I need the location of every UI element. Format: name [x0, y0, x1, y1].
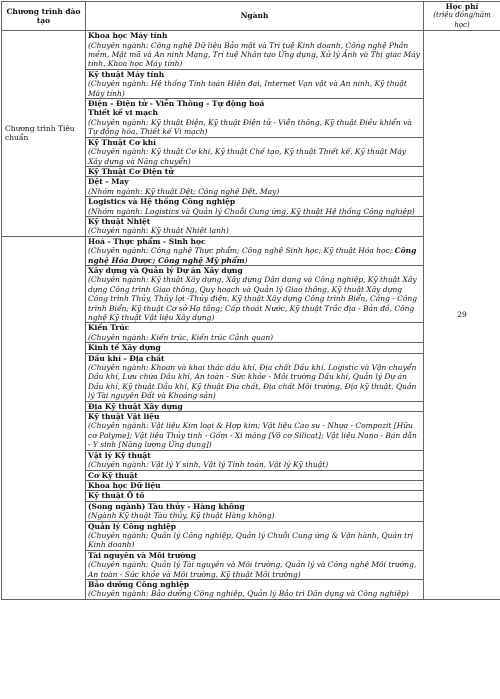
major-name: Kỹ thuật Vật liệu [88, 412, 160, 422]
major-desc: (Nhóm ngành: Logistics và Quản lý Chuỗi Cung ứng, Kỹ thuật Hệ thống Công nghiệp) [88, 206, 415, 216]
major-name: Kiến Trúc [88, 323, 130, 333]
major-desc: (Chuyên ngành: Kiến trúc, Kiến trúc Cảnh quan) [88, 332, 274, 342]
major-cell [86, 550, 424, 579]
major-desc-highlight: Công nghệ Hóa Dược; Công nghệ Mỹ phẩm [88, 246, 417, 265]
major-name: Xây dựng và Quản lý Dự án Xây dựng [88, 265, 243, 275]
major-desc: (Chuyên ngành: Quản lý Công nghiệp, Quản lý Chuỗi Cung ứng & Vận hành, Quản trị Kinh doanh) [88, 530, 414, 550]
major-name: Điện - Điện tử - Viễn Thông - Tự động hoá [88, 99, 265, 109]
major-desc: (Chuyên ngành: Kỹ thuật Cơ khí, Kỹ thuật Chế tạo, Kỹ thuật Thiết kế, Kỹ thuật Máy Xây dựng và Nâng chuyển) [88, 147, 407, 166]
major-desc: (Chuyên ngành: Khoan và khai thác dầu khí, Địa chất Dầu khí, Logistic và Vận chuyển Dầu khí, Lưu chứa Dầu khí, An toàn - Sức khỏe - Môi trường Dầu khí, Quản lý Dự án Dầu khí, Kỹ thuật Dầu khí, Kỹ thuật Địa chất, Địa chất Môi trường, Địa kỹ thuật, Quản lý Tài nguyên Đất và Khoáng sản) [88, 363, 417, 401]
major-name: Quản lý Công nghiệp [88, 521, 177, 531]
major-name: (Song ngành) Tàu thủy - Hàng không [88, 501, 245, 511]
major-name: Kỹ thuật Máy tính [88, 69, 165, 79]
major-desc: (Chuyên ngành: Quản lý Tài nguyên và Môi trường, Quản lý và Công nghệ Môi trường, An toàn - Sức khỏe và Môi trường, Kỹ thuật Môi trường) [88, 560, 417, 579]
major-name: Bảo dưỡng Công nghiệp [88, 579, 190, 589]
major-cell [86, 99, 424, 138]
major-cell [86, 579, 424, 599]
program-cell: Chương trình Tiêu chuẩn [2, 31, 86, 237]
major-cell [86, 177, 424, 197]
major-desc: (Chuyên ngành: Kỹ thuật Điện, Kỹ thuật Điện tử - Viễn thông, Kỹ thuật Điều khiển và Tự động hóa, Thiết kế Vi mạch) [88, 117, 412, 137]
major-name: Khoa học Dữ liệu [88, 480, 161, 490]
major-name: Vật lý Kỹ thuật [88, 450, 151, 460]
major-desc: (Nhóm ngành: Kỹ thuật Dệt; Công nghệ Dệt, May) [88, 186, 280, 196]
major-cell [86, 501, 424, 521]
major-desc: (Chuyên ngành: Kỹ thuật Nhiệt lạnh) [88, 226, 229, 236]
major-cell [86, 265, 424, 322]
major-cell [86, 166, 424, 176]
major-desc: (Chuyên ngành: Kỹ thuật Xây dựng, Xây dựng Dân dụng và Công nghiệp, Kỹ thuật Xây dựng Công trình Giao thông, Quy hoạch và Quản lý Giao thông, Kỹ thuật Xây dựng Công trình Thủy, Thủy lợi -Thủy điện, Kỹ thuật Xây dựng Công trình Biển, Cảng - Công trình Biển; Kỹ thuật Cơ sở Hạ tầng; Cấp thoát Nước, Kỹ thuật Trắc địa - Bản đồ, Công nghệ Kỹ thuật Vật liệu Xây dựng) [88, 275, 418, 322]
fee-cell: 29 [424, 31, 500, 600]
header-major: Ngành [86, 2, 424, 31]
major-cell [86, 521, 424, 550]
major-cell [86, 216, 424, 236]
major-name: Hoá - Thực phẩm - Sinh học [88, 236, 206, 246]
major-cell [86, 401, 424, 411]
major-desc: (Chuyên ngành: Hệ thống Tính toán Hiện đại, Internet Vạn vật và An ninh, Kỹ thuật Máy tính) [88, 79, 407, 98]
major-desc: (Chuyên ngành: Bảo dưỡng Công nghiệp, Quản lý Bảo trì Dân dụng và Công nghiệp) [88, 589, 409, 599]
major-cell [86, 31, 424, 70]
major-cell [86, 69, 424, 98]
major-cell [86, 343, 424, 353]
major-cell [86, 197, 424, 217]
header-program: Chương trình đào tạo [2, 2, 86, 31]
major-desc: (Chuyên ngành: Công nghệ Dữ liệu Bảo mật và Trí tuệ Kinh doanh, Công nghệ Phần mềm, Mật mã và An ninh Mạng, Trí tuệ Nhân tạo Ứng dụng, Xử lý Ảnh và Thị giác Máy tính, Khoa học Máy tính) [88, 40, 420, 69]
major-desc-part: (Chuyên ngành: Công nghệ Thực phẩm; Công nghệ Sinh học; Kỹ thuật Hóa học; [88, 246, 395, 256]
major-name: Khoa học Máy tính [88, 31, 168, 41]
major-name: Logistics và Hệ thống Công nghiệp [88, 197, 236, 207]
major-desc: (Chuyên ngành: Vật lý Y sinh, Vật lý Tính toán, Vật lý Kỹ thuật) [88, 460, 329, 470]
program-cell-continued [2, 236, 86, 599]
major-desc: (Ngành Kỹ thuật Tàu thủy, Kỹ thuật Hàng không) [88, 511, 275, 521]
major-name: Kỹ Thuật Cơ Điện tử [88, 166, 174, 176]
major-cell [86, 450, 424, 470]
table-row [2, 31, 500, 70]
major-cell [86, 480, 424, 490]
major-name: Cơ Kỹ thuật [88, 470, 138, 480]
major-desc [88, 246, 421, 265]
header-fee-unit: (triệu đồng/năm học) [433, 11, 491, 29]
major-cell [86, 236, 424, 265]
major-name: Dầu khí - Địa chất [88, 353, 165, 363]
major-cell [86, 491, 424, 501]
major-name: Kinh tế Xây dựng [88, 343, 161, 353]
major-cell [86, 412, 424, 451]
major-name: Dệt - May [88, 177, 129, 187]
major-desc-end: ) [244, 255, 248, 265]
major-desc: (Chuyên ngành: Vật liệu Kim loại & Hợp kim; Vật liệu Cao su - Nhựa - Compozit [Hữu cơ Polyme]; Vật liệu Thủy tinh - Gốm - Xi măng [Vô cơ Silicat]; Vật liệu Nano - Bán dẫn - Y sinh [Năng lượng Ứng dụng]) [88, 421, 417, 450]
major-name: Kỹ thuật Ô tô [88, 491, 145, 501]
major-cell [86, 353, 424, 401]
major-name: Tài nguyên và Môi trường [88, 550, 197, 560]
major-name-line2: Thiết kế vi mạch [88, 108, 158, 118]
major-name: Kỹ thuật Nhiệt [88, 216, 151, 226]
tuition-table [1, 1, 500, 600]
major-cell [86, 137, 424, 166]
header-row [2, 2, 500, 31]
major-name: Địa Kỹ thuật Xây dựng [88, 401, 183, 411]
header-fee [424, 2, 500, 31]
major-cell [86, 323, 424, 343]
header-fee-label: Học phí [445, 2, 479, 11]
major-name: Kỹ Thuật Cơ khí [88, 137, 156, 147]
major-cell [86, 470, 424, 480]
